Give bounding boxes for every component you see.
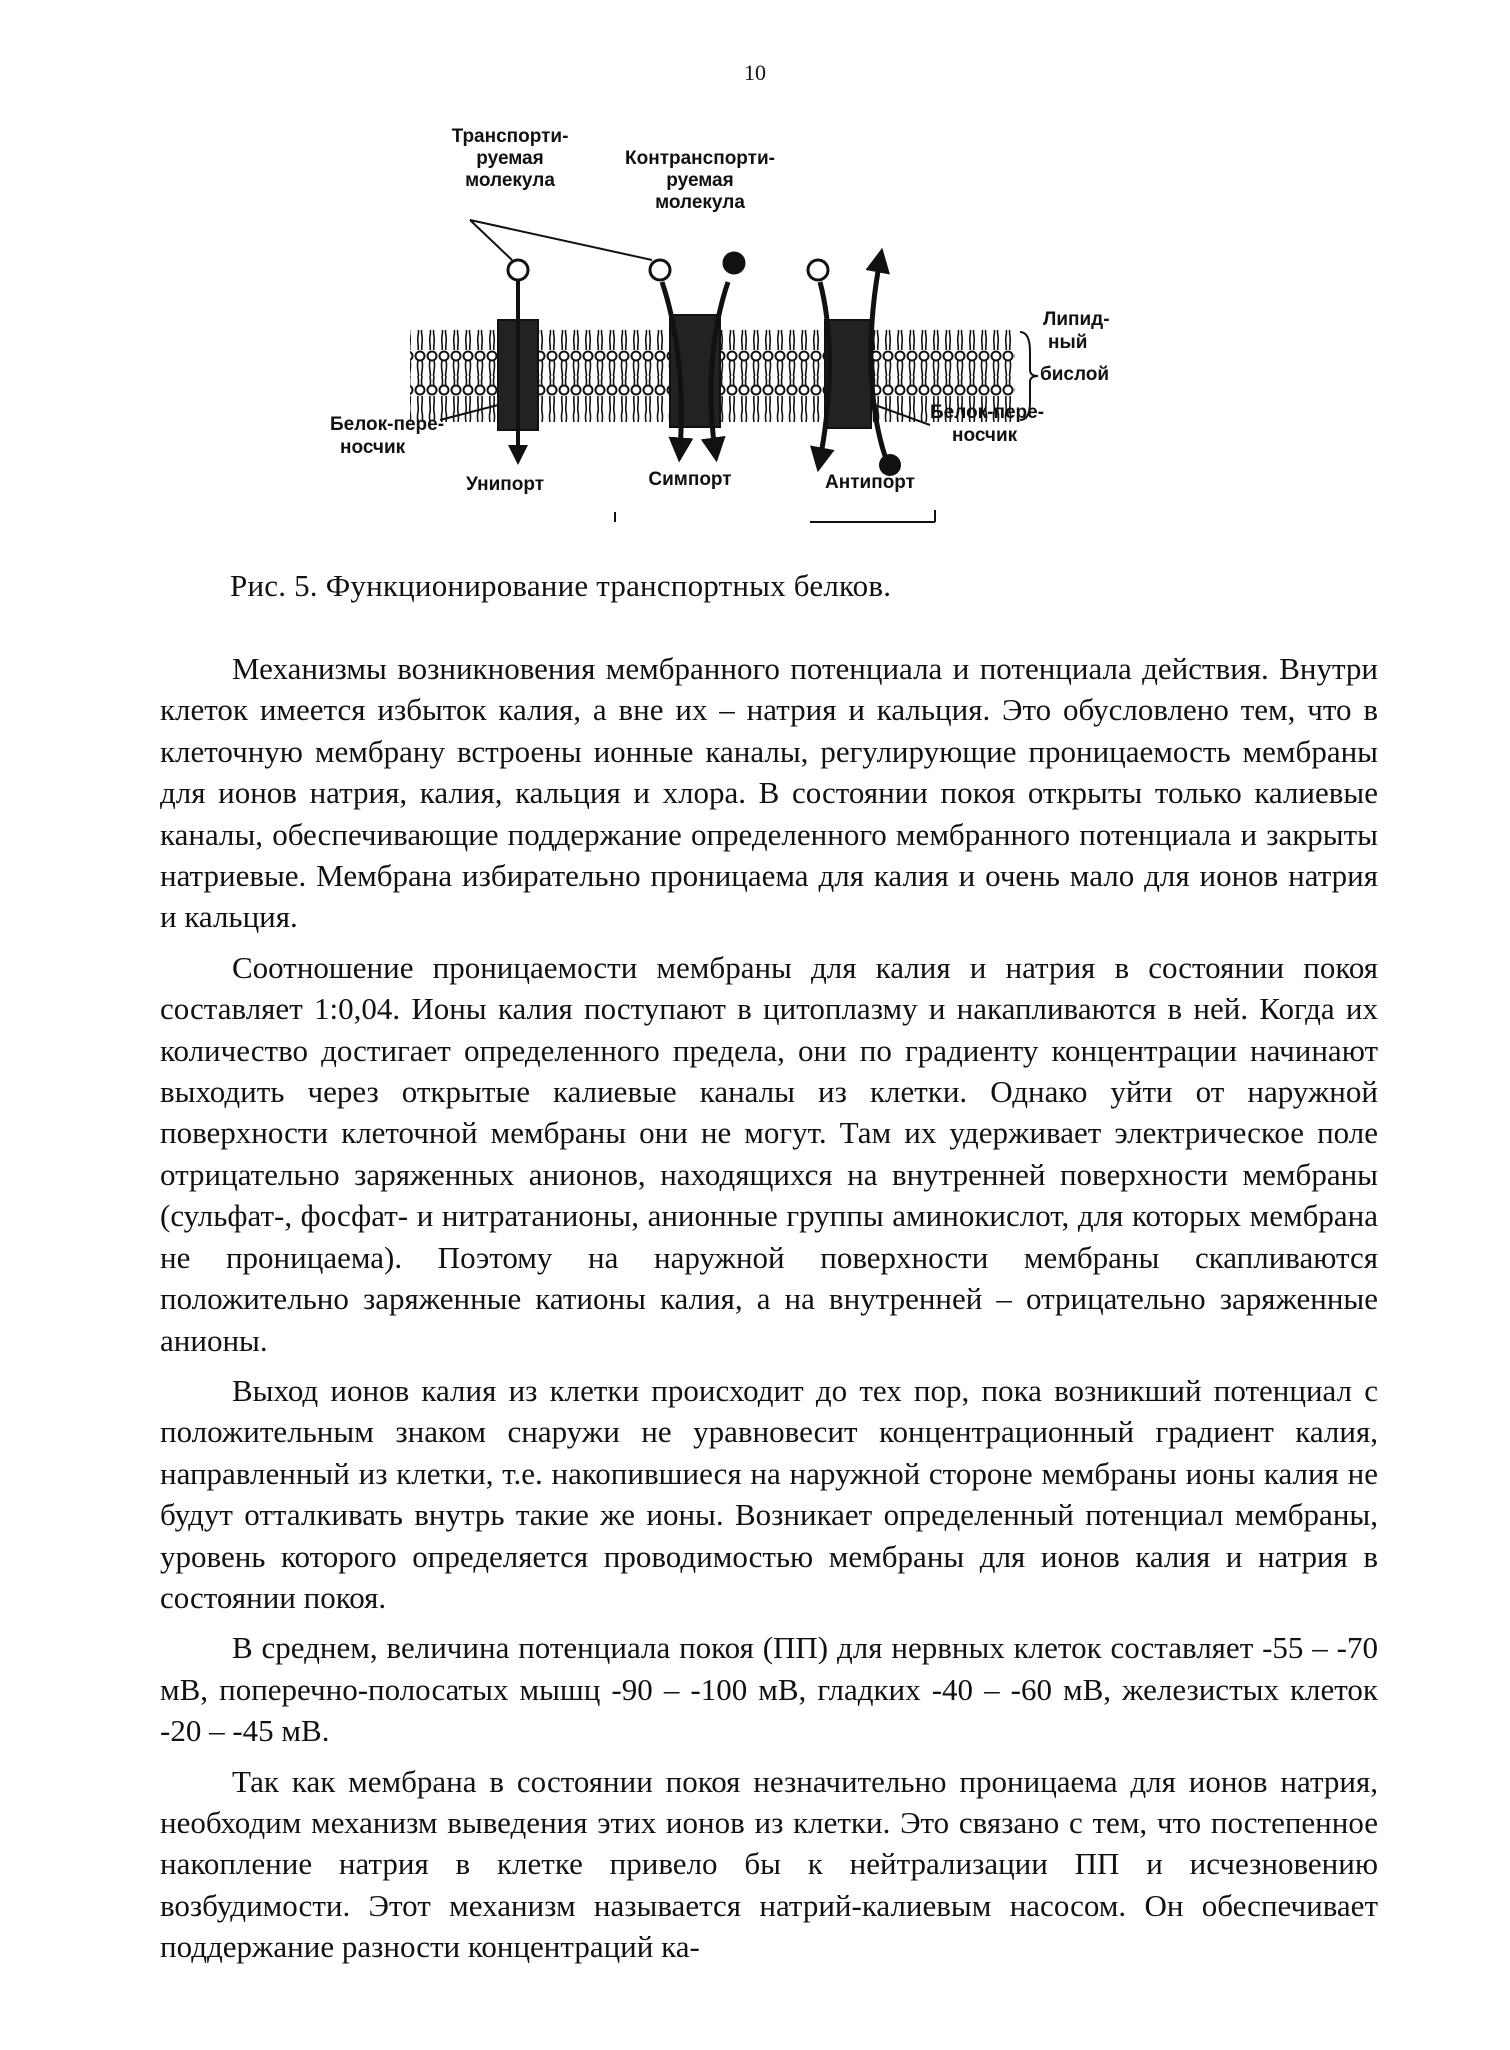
- label-carrier-right-1: Белок-пере-: [930, 402, 1045, 423]
- paragraph-4: В среднем, величина потенциала покоя (ПП) для нервных клеток составляет -55 – -70 мВ, поперечно-полосатых мышц -90 – -100 мВ, гладких -40 – -60 мВ, железистых клеток -20 – -45 мВ.: [160, 1630, 1378, 1749]
- label-uniport: Унипорт: [466, 474, 544, 495]
- label-symport: Симпорт: [648, 469, 732, 490]
- label-lipid-1: Липид-: [1043, 309, 1110, 330]
- label-carrier-left-2: носчик: [340, 437, 406, 458]
- label-transported-1: Транспорти-: [451, 126, 569, 147]
- paragraph-3: Выход ионов калия из клетки происходит до тех пор, пока возникший потенциал с положительным знаком снаружи не уравновесит концентрационный градиент калия, направленный из клетки, т.е. накопившиеся на наружной стороне мембраны ионы калия не будут отталкивать внутрь такие же ионы. Возникает определенный потенциал мембраны, уровень которого определяется проводимостью мембраны для ионов калия и натрия в состоянии покоя.: [160, 1372, 1378, 1615]
- label-antiport: Антипорт: [825, 472, 915, 493]
- label-lipid-2: ный: [1048, 332, 1088, 353]
- label-carrier-left-1: Белок-пере-: [330, 414, 445, 435]
- label-cotransported-2: руемая: [666, 170, 734, 191]
- paragraph-1: Механизмы возникновения мембранного потенциала и потенциала действия. Внутри клеток имеется избыток калия, а вне их – натрия и кальция. Это обусловлено тем, что в клеточную мембрану встроены ионные каналы, регулирующие проницаемость мембраны для ионов натрия, калия, кальция и хлора. В состоянии покоя открыты только калиевые каналы, обеспечивающие поддержание определенного мембранного потенциала и закрыты натриевые. Мембрана избирательно проницаема для калия и очень мало для ионов натрия и кальция.: [160, 651, 1378, 935]
- membrane-transport-diagram: [330, 120, 1110, 540]
- body-text: [160, 648, 1378, 1968]
- label-transported-2: руемая: [476, 148, 544, 169]
- figure-caption: Рис. 5. Функционирование транспортных белков.: [230, 568, 892, 603]
- label-lipid-3: бислой: [1040, 364, 1110, 385]
- paragraph-2: Соотношение проницаемости мембраны для калия и натрия в состоянии покоя составляет 1:0,04. Ионы калия поступают в цитоплазму и накапливаются в ней. Когда их количество достигает определенного предела, они по градиенту концентрации начинают выходить через открытые калиевые каналы из клетки. Однако уйти от наружной поверхности клеточной мембраны они не могут. Там их удерживает электрическое поле отрицательно заряженных анионов, находящихся на внутренней поверхности мембраны (сульфат-, фосфат- и нитратанионы, анионные группы аминокислот, для которых мембрана не проницаема). Поэтому на наружной поверхности мембраны скапливаются положительно заряженные катионы калия, а на внутренней – отрицательно заряженные анионы.: [160, 949, 1378, 1358]
- label-cotransported-3: молекула: [655, 192, 745, 213]
- paragraph-5: Так как мембрана в состоянии покоя незначительно проницаема для ионов натрия, необходим механизм выведения этих ионов из клетки. Это связано с тем, что постепенное накопление натрия в клетке привело бы к нейтрализации ПП и исчезновению возбудимости. Этот механизм называется натрий-калиевым насосом. Он обеспечивает поддержание разности концентраций ка-: [160, 1763, 1378, 1965]
- uniport-carrier: [498, 260, 538, 455]
- label-transported-3: молекула: [465, 170, 555, 191]
- page-number: 10: [744, 60, 766, 85]
- transport-proteins-figure: [330, 120, 1110, 540]
- label-carrier-right-2: носчик: [952, 425, 1018, 446]
- label-cotransported-1: Контранспорти-: [625, 148, 775, 169]
